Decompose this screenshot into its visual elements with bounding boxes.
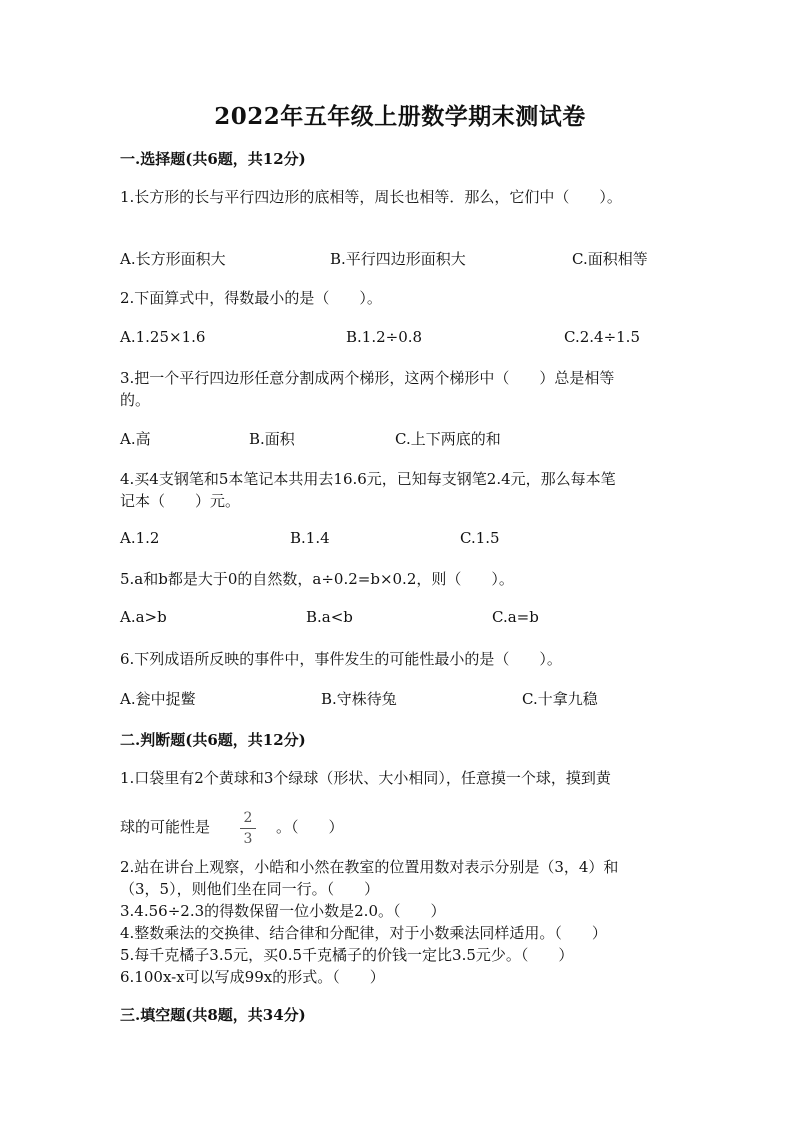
- question-5-stem: 5.a和b都是大于0的自然数，a÷0.2=b×0.2，则（ ）。: [120, 570, 514, 588]
- question-5-option-b: B.a<b: [306, 608, 353, 626]
- question-2-stem: 2.下面算式中，得数最小的是（ ）。: [120, 289, 382, 307]
- judge-6: 6.100x-x可以写成99x的形式。（ ）: [120, 968, 385, 986]
- question-6-option-b: B.守株待兔: [321, 690, 397, 708]
- question-1-option-c: C.面积相等: [572, 250, 648, 268]
- question-2-option-c: C.2.4÷1.5: [564, 328, 640, 346]
- question-3-option-c: C.上下两底的和: [395, 430, 501, 448]
- question-4-option-b: B.1.4: [290, 529, 330, 547]
- question-6-option-c: C.十拿九稳: [522, 690, 598, 708]
- question-2-option-a: A.1.25×1.6: [120, 328, 206, 346]
- judge-1-line1: 1.口袋里有2个黄球和3个绿球（形状、大小相同），任意摸一个球，摸到黄: [120, 769, 611, 787]
- question-3-option-a: A.高: [120, 430, 151, 448]
- fraction-denominator: 3: [243, 831, 253, 847]
- fraction-two-thirds: [240, 810, 256, 847]
- judge-3: 3.4.56÷2.3的得数保留一位小数是2.0。（ ）: [120, 902, 446, 920]
- question-4-stem-line2: 记本（ ）元。: [120, 492, 241, 510]
- question-6-option-a: A.瓮中捉鳖: [120, 690, 196, 708]
- question-3-stem-line2: 的。: [120, 391, 151, 409]
- judge-2-line1: 2.站在讲台上观察，小皓和小然在教室的位置用数对表示分别是（3，4）和: [120, 858, 619, 876]
- judge-2-line2: （3，5），则他们坐在同一行。（ ）: [120, 880, 380, 898]
- question-4-option-c: C.1.5: [460, 529, 500, 547]
- question-1-stem: 1.长方形的长与平行四边形的底相等，周长也相等．那么，它们中（ ）。: [120, 188, 622, 206]
- question-1-option-b: B.平行四边形面积大: [330, 250, 466, 268]
- question-4-stem-line1: 4.买4支钢笔和5本笔记本共用去16.6元，已知每支钢笔2.4元，那么每本笔: [120, 470, 616, 488]
- question-5-option-c: C.a=b: [492, 608, 539, 626]
- question-3-option-b: B.面积: [249, 430, 295, 448]
- section-heading-choice: 一.选择题(共6题，共12分): [120, 150, 306, 168]
- question-3-stem-line1: 3.把一个平行四边形任意分割成两个梯形，这两个梯形中（ ）总是相等: [120, 369, 615, 387]
- question-2-option-b: B.1.2÷0.8: [346, 328, 423, 346]
- question-4-option-a: A.1.2: [120, 529, 160, 547]
- question-1-option-a: A.长方形面积大: [120, 250, 226, 268]
- section-heading-judge: 二.判断题(共6题，共12分): [120, 731, 306, 749]
- judge-4: 4.整数乘法的交换律、结合律和分配律，对于小数乘法同样适用。（ ）: [120, 924, 607, 942]
- section-heading-fill: 三.填空题(共8题，共34分): [120, 1006, 306, 1024]
- judge-1-line2-prefix: 球的可能性是: [120, 818, 211, 836]
- fraction-numerator: 2: [240, 810, 256, 829]
- judge-1-line2-suffix: 。（ ）: [276, 818, 344, 836]
- judge-5: 5.每千克橘子3.5元，买0.5千克橘子的价钱一定比3.5元少。（ ）: [120, 946, 574, 964]
- question-5-option-a: A.a>b: [120, 608, 167, 626]
- page-title: 2022年五年级上册数学期末测试卷: [214, 103, 586, 130]
- question-6-stem: 6.下列成语所反映的事件中，事件发生的可能性最小的是（ ）。: [120, 650, 562, 668]
